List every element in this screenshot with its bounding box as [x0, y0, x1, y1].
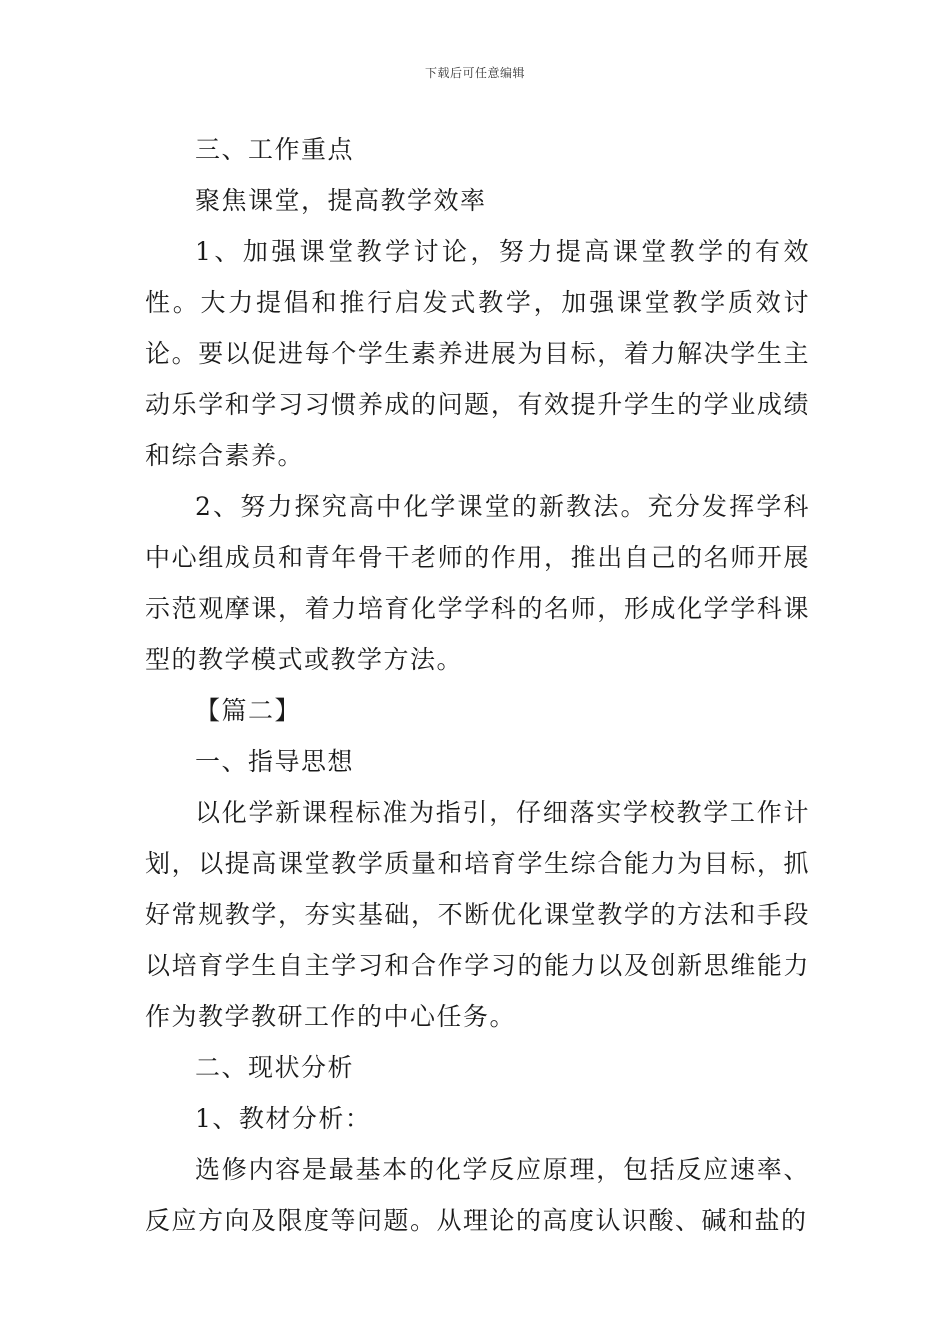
- document-body: [145, 124, 810, 1246]
- paragraph-item-1: 1、加强课堂教学讨论，努力提高课堂教学的有效性。大力提倡和推行启发式教学，加强课堂教学质效讨论。要以促进每个学生素养进展为目标，着力解决学生主动乐学和学习习惯养成的问题，有效提升学生的学业成绩和综合素养。: [145, 237, 810, 470]
- subheading-focus-classroom: 聚焦课堂，提高教学效率: [195, 186, 487, 215]
- header-note: 下载后可任意编辑: [424, 66, 525, 80]
- subheading-textbook-analysis: 1、教材分析：: [195, 1104, 372, 1133]
- section-heading-status-analysis: 二、现状分析: [195, 1053, 355, 1082]
- section-label-part-two: 【篇二】: [195, 696, 302, 725]
- paragraph-textbook-analysis: 选修内容是最基本的化学反应原理，包括反应速率、反应方向及限度等问题。从理论的高度认识酸、碱和盐的: [145, 1155, 810, 1235]
- paragraph-item-2: 2、努力探究高中化学课堂的新教法。充分发挥学科中心组成员和青年骨干老师的作用，推出自己的名师开展示范观摩课，着力培育化学学科的名师，形成化学学科课型的教学模式或教学方法。: [145, 492, 810, 674]
- section-heading-work-focus: 三、工作重点: [195, 135, 355, 164]
- paragraph-guiding-thought: 以化学新课程标准为指引，仔细落实学校教学工作计划，以提高课堂教学质量和培育学生综合能力为目标，抓好常规教学，夯实基础，不断优化课堂教学的方法和手段以培育学生自主学习和合作学习的能力以及创新思维能力作为教学教研工作的中心任务。: [145, 798, 810, 1031]
- section-heading-guiding-thought: 一、指导思想: [195, 747, 355, 776]
